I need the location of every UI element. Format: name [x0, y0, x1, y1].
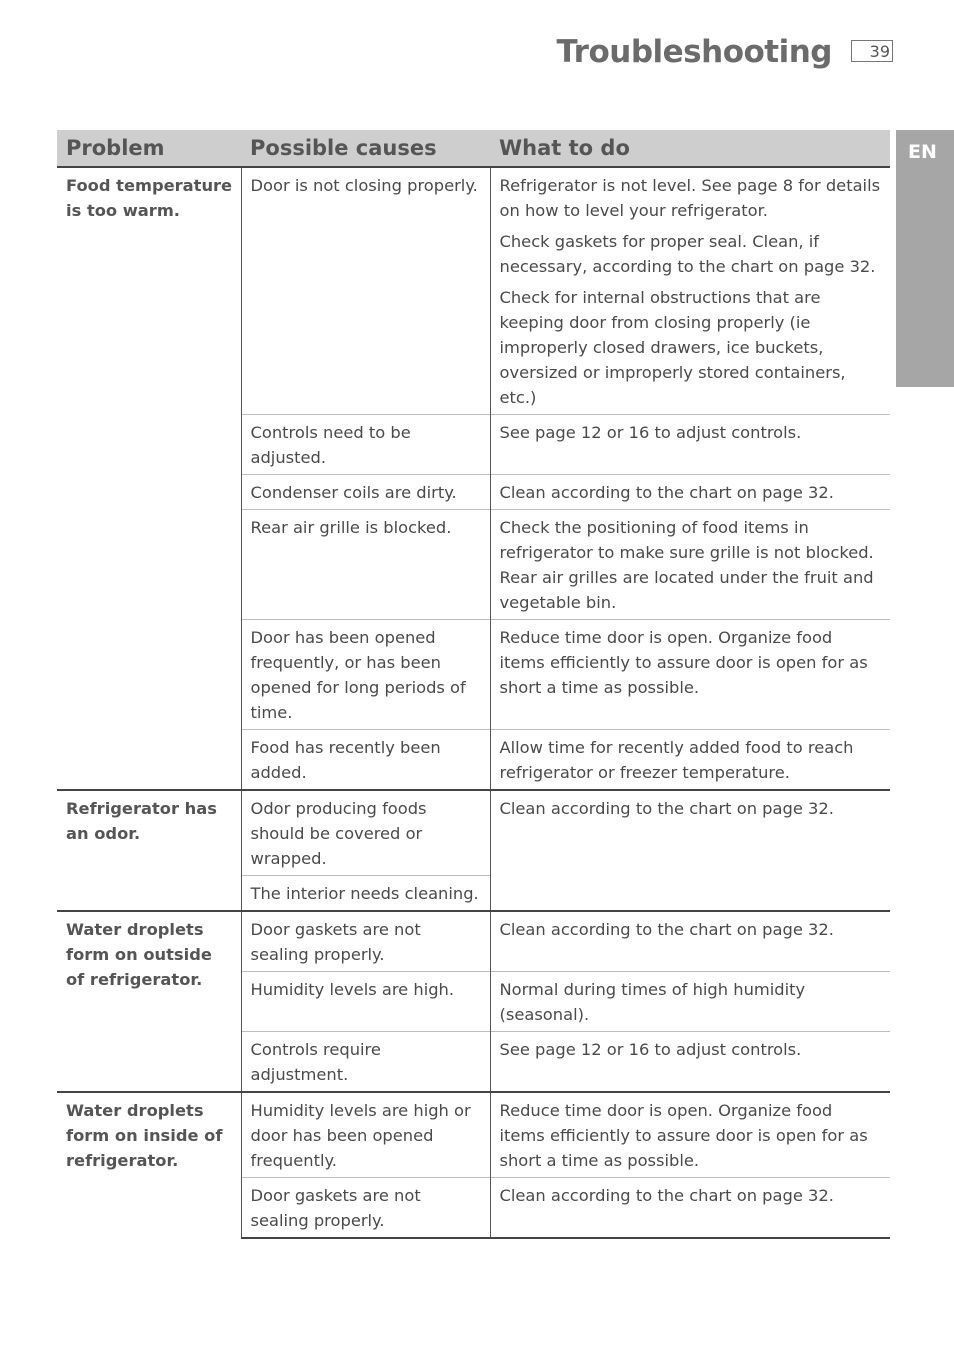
remedy-cell: Check the positioning of food items in refrigerator to make sure grille is not blocked. Rear air grilles are located under the fruit and vegetable bin.	[490, 510, 890, 620]
remedy-cell: Reduce time door is open. Organize food items efficiently to assure door is open for as short a time as possible.	[490, 1092, 890, 1178]
remedy-cell: See page 12 or 16 to adjust controls.	[490, 415, 890, 475]
table-header-row	[57, 130, 890, 167]
problem-cell: Food temperature is too warm.	[66, 176, 233, 220]
page-title: Troubleshooting	[556, 34, 832, 70]
cause-cell: Odor producing foods should be covered or wrapped.	[241, 790, 490, 876]
remedy-cell: Clean according to the chart on page 32.	[490, 790, 890, 911]
cause-cell: Food has recently been added.	[241, 730, 490, 791]
language-tab	[896, 130, 954, 387]
cause-cell: Door is not closing properly.	[241, 167, 490, 415]
remedy-paragraph: Check for internal obstructions that are keeping door from closing properly (ie improperly closed drawers, ice buckets, oversized or improperly stored containers, etc.)	[499, 288, 846, 407]
table-row	[57, 790, 890, 876]
cause-cell: Controls need to be adjusted.	[241, 415, 490, 475]
remedy-paragraph: Check gaskets for proper seal. Clean, if necessary, according to the chart on page 32.	[499, 232, 876, 276]
cause-cell: Controls require adjustment.	[241, 1032, 490, 1093]
remedy-cell: Reduce time door is open. Organize food items efficiently to assure door is open for as short a time as possible.	[490, 620, 890, 730]
cause-cell: Humidity levels are high or door has been opened frequently.	[241, 1092, 490, 1178]
table-row	[57, 911, 890, 972]
cause-cell: Door gaskets are not sealing properly.	[241, 1178, 490, 1239]
cause-cell: The interior needs cleaning.	[241, 876, 490, 912]
remedy-paragraph: Refrigerator is not level. See page 8 for details on how to level your refrigerator.	[499, 176, 881, 220]
table-row	[57, 1092, 890, 1178]
problem-cell: Refrigerator has an odor.	[57, 790, 241, 911]
column-header-what-to-do: What to do	[490, 130, 890, 167]
table-row	[57, 167, 890, 415]
remedy-cell: Allow time for recently added food to reach refrigerator or freezer temperature.	[490, 730, 890, 791]
page-number: 39	[851, 40, 893, 62]
cause-cell: Humidity levels are high.	[241, 972, 490, 1032]
cause-cell: Condenser coils are dirty.	[241, 475, 490, 510]
cause-cell: Door has been opened frequently, or has been opened for long periods of time.	[241, 620, 490, 730]
problem-cell: Water droplets form on outside of refrigerator.	[57, 911, 241, 1092]
remedy-cell: Clean according to the chart on page 32.	[490, 911, 890, 972]
remedy-cell: See page 12 or 16 to adjust controls.	[490, 1032, 890, 1093]
column-header-causes: Possible causes	[241, 130, 490, 167]
cause-cell: Rear air grille is blocked.	[241, 510, 490, 620]
problem-cell: Water droplets form on inside of refrigerator.	[57, 1092, 241, 1238]
troubleshooting-table	[57, 130, 890, 1239]
remedy-cell	[490, 167, 890, 415]
remedy-cell: Clean according to the chart on page 32.	[490, 1178, 890, 1239]
language-tab-label: EN	[908, 141, 937, 163]
remedy-cell: Normal during times of high humidity (seasonal).	[490, 972, 890, 1032]
column-header-problem: Problem	[57, 130, 241, 167]
cause-cell: Door gaskets are not sealing properly.	[241, 911, 490, 972]
remedy-cell: Clean according to the chart on page 32.	[490, 475, 890, 510]
